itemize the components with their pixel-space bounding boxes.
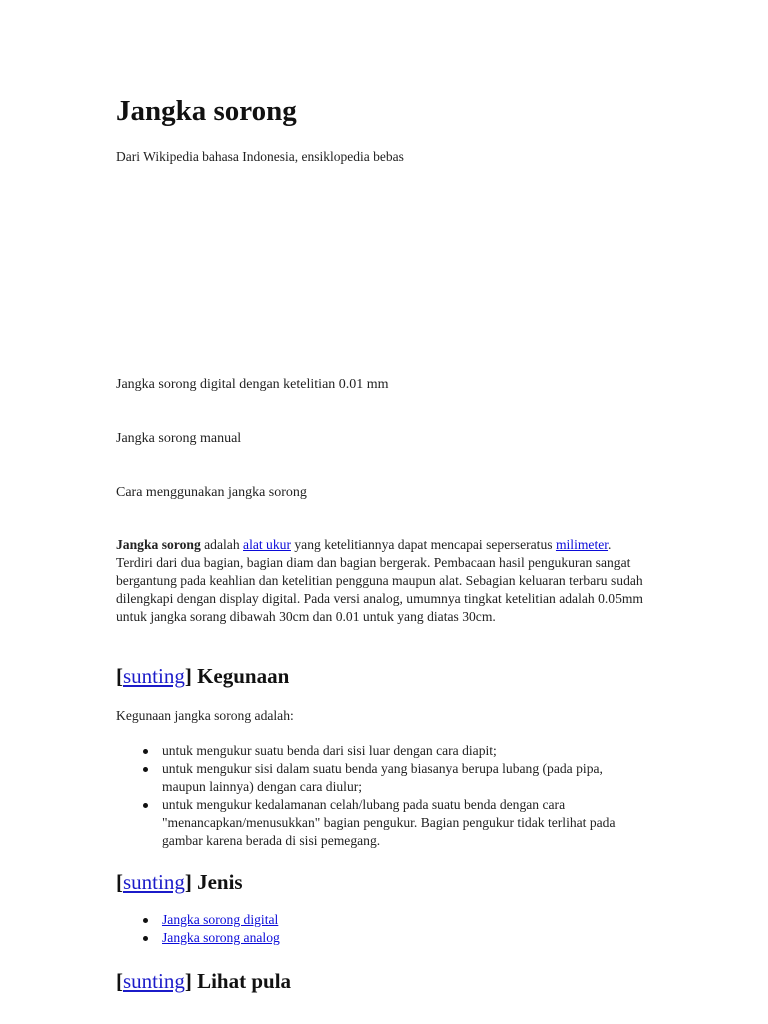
- section-title-jenis: Jenis: [191, 870, 243, 894]
- section-title-lihat-pula: Lihat pula: [191, 969, 292, 993]
- intro-paragraph: [116, 536, 644, 626]
- jenis-list: [116, 911, 642, 947]
- gallery-caption-2: Jangka sorong manual: [116, 431, 242, 446]
- section-heading-jenis: [116, 869, 243, 895]
- site-subtitle: Dari Wikipedia bahasa Indonesia, ensiklopedia bebas: [116, 149, 404, 164]
- kegunaan-intro: Kegunaan jangka sorong adalah:: [116, 708, 294, 723]
- edit-link-jenis[interactable]: sunting: [123, 870, 185, 894]
- section-heading-lihat-pula: [116, 968, 291, 994]
- page-title: Jangka sorong: [116, 95, 297, 127]
- link-jangka-sorong-digital[interactable]: Jangka sorong digital: [162, 912, 279, 927]
- intro-term: Jangka sorong: [116, 537, 201, 552]
- bracket-close: ]: [184, 664, 192, 688]
- intro-text-1: adalah: [200, 537, 244, 552]
- gallery-caption-3: Cara menggunakan jangka sorong: [116, 485, 307, 500]
- list-item: untuk mengukur kedalamanan celah/lubang pada suatu benda dengan cara "menancapkan/menusukkan" bagian pengukur. Bagian pengukur tidak terlihat pada gambar karena berada di sisi pemegang.: [162, 796, 642, 850]
- kegunaan-list: [116, 742, 642, 850]
- bracket-close: ]: [184, 969, 192, 993]
- gallery-caption-1: Jangka sorong digital dengan ketelitian 0.01 mm: [116, 377, 389, 392]
- list-item: untuk mengukur sisi dalam suatu benda yang biasanya berupa lubang (pada pipa, maupun lainnya) dengan cara diulur;: [162, 760, 642, 796]
- intro-text-3: . Terdiri dari dua bagian, bagian diam dan bagian bergerak. Pembacaan hasil pengukuran sangat bergantung pada keahlian dan ketelitian pengguna maupun alat. Sebagian keluaran terbaru sudah dilengkapi dengan display digital. Pada versi analog, umumnya tingkat ketelitian adalah 0.05mm untuk jangka sorang dibawah 30cm dan 0.01 untuk yang diatas 30cm.: [116, 537, 644, 624]
- list-item: [162, 911, 642, 929]
- section-title-kegunaan: Kegunaan: [191, 664, 290, 688]
- intro-text-2: yang ketelitiannya dapat mencapai seperseratus: [290, 537, 556, 552]
- bracket-open: [: [116, 969, 123, 993]
- link-milimeter[interactable]: milimeter: [555, 537, 609, 552]
- bracket-open: [: [116, 870, 123, 894]
- edit-link-lihat-pula[interactable]: sunting: [123, 969, 185, 993]
- link-alat-ukur[interactable]: alat ukur: [243, 537, 291, 552]
- bracket-open: [: [116, 664, 123, 688]
- edit-link-kegunaan[interactable]: sunting: [123, 664, 185, 688]
- list-item: [162, 929, 642, 947]
- section-heading-kegunaan: [116, 663, 289, 689]
- link-jangka-sorong-analog[interactable]: Jangka sorong analog: [162, 930, 280, 945]
- bracket-close: ]: [184, 870, 192, 894]
- list-item: untuk mengukur suatu benda dari sisi luar dengan cara diapit;: [162, 742, 642, 760]
